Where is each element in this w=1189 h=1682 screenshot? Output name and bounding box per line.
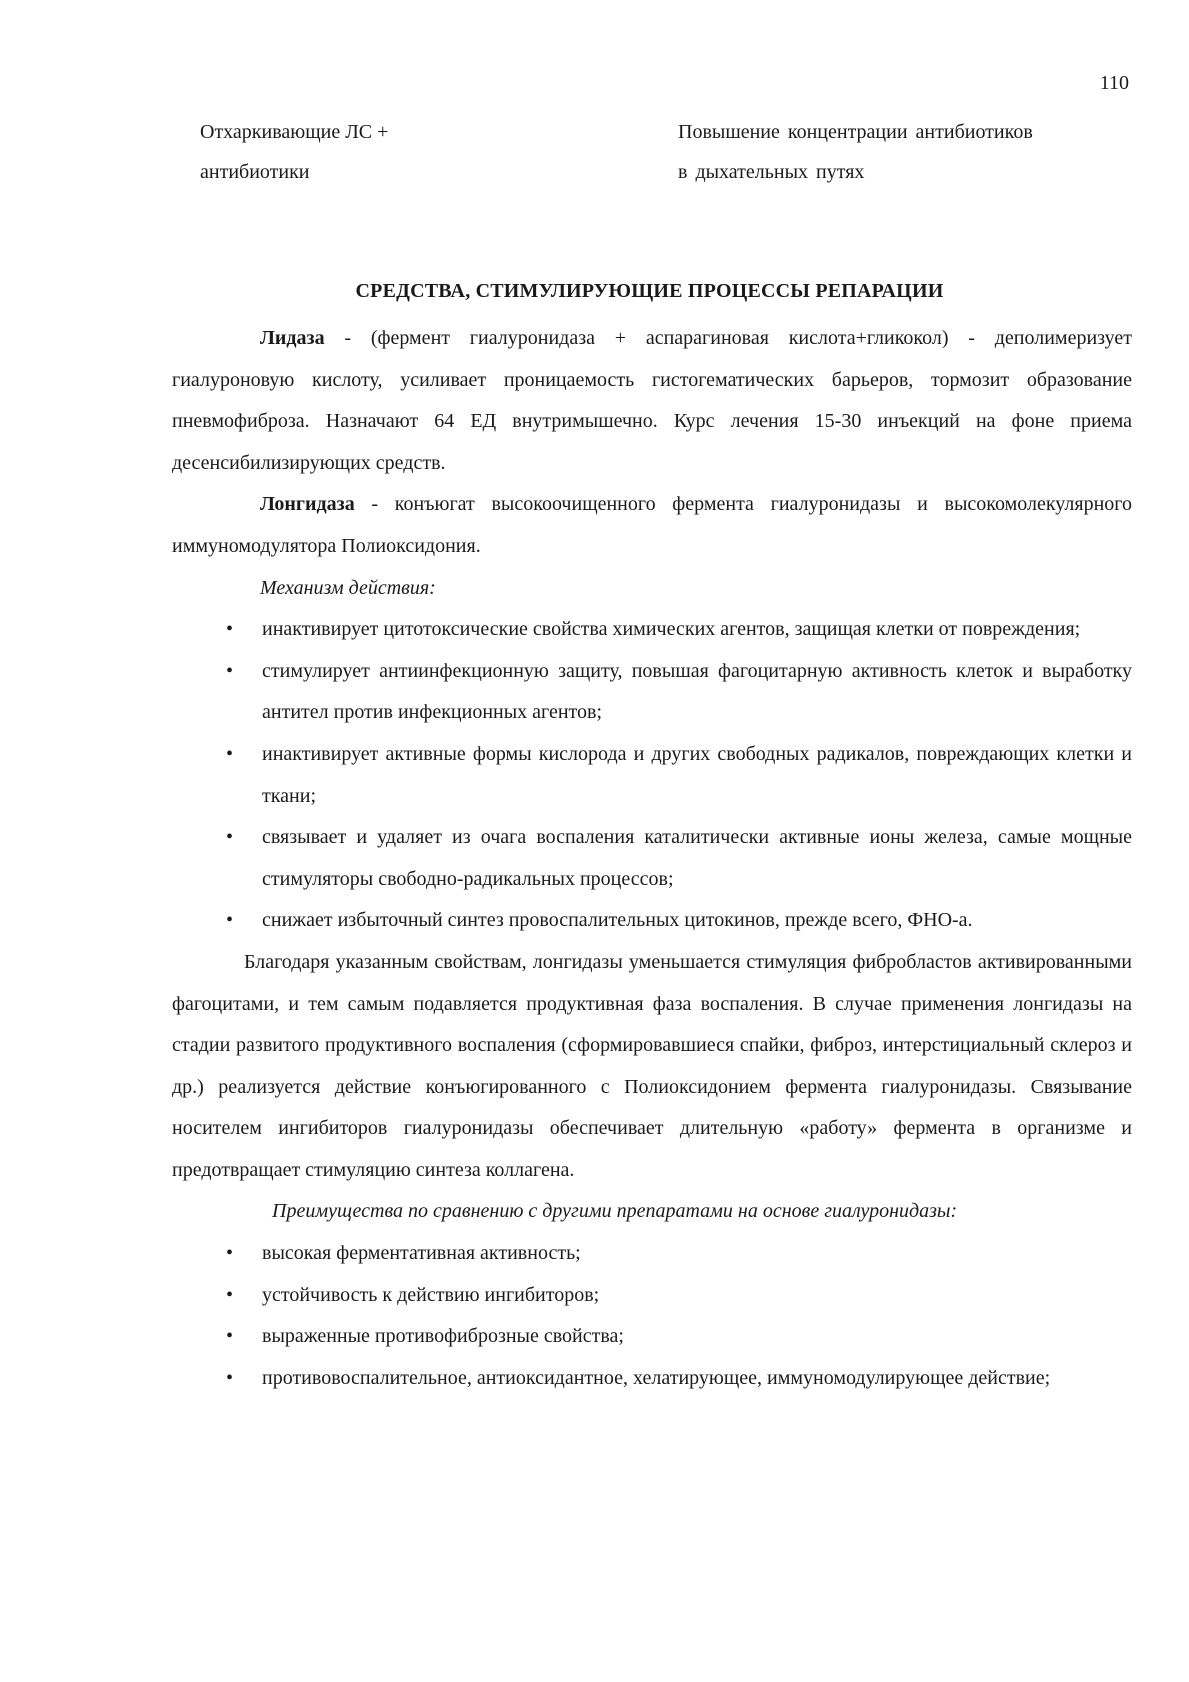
table-cell-right	[678, 112, 1138, 192]
list-item	[172, 1233, 1132, 1275]
lidaza-text: - (фермент гиалуронидаза + аспарагиновая кислота+гликокол) - деполимеризует гиалуроновую кислоту, усиливает проницаемость гистогематических барьеров, тормозит образование пневмофиброза. Назначают 64 ЕД внутримышечно. Курс лечения 15-30 инъекций на фоне приема десенсибилизирующих средств.	[172, 327, 1132, 474]
lidaza-paragraph	[172, 318, 1132, 484]
longidaza-term: Лонгидаза	[260, 493, 355, 516]
bullet-icon: •	[226, 1242, 234, 1265]
advantages-heading: Преимущества по сравнению с другими препаратами на основе гиалуронидазы:	[272, 1200, 958, 1223]
bullet-icon: •	[226, 1366, 234, 1389]
list-item	[172, 651, 1132, 734]
list-item	[172, 734, 1132, 817]
bullet-icon: •	[226, 909, 234, 932]
table-cell-left-line-2: антибиотики	[200, 161, 310, 183]
bullet-icon: •	[226, 618, 234, 641]
list-item-text: снижает избыточный синтез провоспалительных цитокинов, прежде всего, ФНО-а.	[262, 909, 973, 932]
list-item	[172, 900, 1132, 942]
advantages-list	[172, 1233, 1132, 1399]
bullet-icon: •	[226, 1283, 234, 1306]
table-cell-right-line-2: в дыхательных путях	[678, 161, 865, 183]
list-item	[172, 1358, 1132, 1400]
list-item-text: связывает и удаляет из очага воспаления каталитически активные ионы железа, самые мощные стимуляторы свободно-радикальных процессов;	[262, 826, 1132, 890]
lidaza-term: Лидаза	[260, 327, 325, 349]
list-item	[172, 1275, 1132, 1317]
table-cell-left-line-1: Отхаркивающие ЛС +	[200, 121, 389, 143]
list-item-text: противовоспалительное, антиоксидантное, хелатирующее, иммуномодулирующее действие;	[262, 1366, 1051, 1389]
list-item-text: устойчивость к действию ингибиторов;	[262, 1283, 600, 1306]
list-item	[172, 817, 1132, 900]
page-number: 110	[1099, 72, 1129, 94]
list-item	[172, 609, 1132, 651]
list-item-text: стимулирует антиинфекционную защиту, повышая фагоцитарную активность клеток и выработку антител против инфекционных агентов;	[262, 659, 1132, 724]
table-cell-left	[200, 112, 580, 192]
mechanism-list	[172, 609, 1132, 942]
summary-paragraph: Благодаря указанным свойствам, лонгидазы уменьшается стимуляция фибробластов активированными фагоцитами, и тем самым подавляется продуктивная фаза воспаления. В случае применения лонгидазы на стадии развитого продуктивного воспаления (сформировавшиеся спайки, фиброз, интерстициальный склероз и др.) реализуется действие конъюгированного с Полиоксидонием фермента гиалуронидазы. Связывание носителем ингибиторов гиалуронидазы обеспечивает длительную «работу» фермента в организме и предотвращает стимуляцию синтеза коллагена.	[172, 950, 1132, 1181]
longidaza-paragraph	[172, 484, 1132, 567]
list-item-text: высокая ферментативная активность;	[262, 1242, 581, 1265]
bullet-icon: •	[226, 826, 234, 849]
list-item-text: инактивирует цитотоксические свойства химических агентов, защищая клетки от повреждения;	[262, 618, 1081, 641]
list-item-text: инактивирует активные формы кислорода и других свободных радикалов, повреждающих клетки и ткани;	[262, 742, 1132, 807]
bullet-icon: •	[226, 1325, 234, 1348]
list-item-text: выраженные противофиброзные свойства;	[262, 1325, 624, 1348]
section-heading: СРЕДСТВА, СТИМУЛИРУЮЩИЕ ПРОЦЕССЫ РЕПАРАЦИИ	[355, 280, 944, 302]
table-cell-right-line-1: Повышение концентрации антибиотиков	[678, 121, 1033, 143]
body-text	[172, 318, 1132, 1399]
bullet-icon: •	[226, 742, 234, 765]
list-item	[172, 1316, 1132, 1358]
longidaza-text: - конъюгат высокоочищенного фермента гиалуронидазы и высокомолекулярного иммуномодулятора Полиоксидония.	[172, 493, 1132, 557]
bullet-icon: •	[226, 659, 234, 682]
mechanism-heading: Механизм действия:	[260, 576, 436, 599]
